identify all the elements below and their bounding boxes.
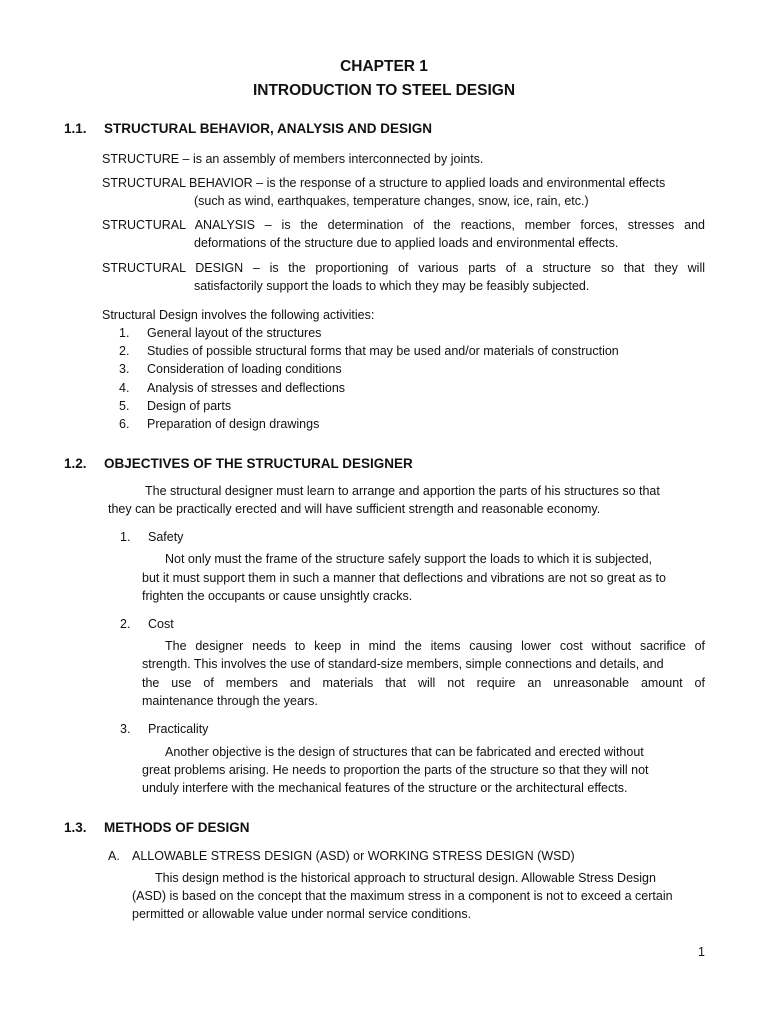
list-item: 3. Consideration of loading conditions (119, 362, 342, 376)
list-item: 1. General layout of the structures (119, 326, 322, 340)
section-heading-1-3: METHODS OF DESIGN (104, 820, 250, 835)
objective-practicality-line2: great problems arising. He needs to proportion the parts of the structure so that they will not (142, 763, 649, 777)
definition-design-line2: satisfactorily support the loads to which they may be feasibly subjected. (194, 279, 590, 293)
chapter-label: CHAPTER 1 (340, 58, 428, 75)
definition-behavior-line2: (such as wind, earthquakes, temperature changes, snow, ice, rain, etc.) (194, 194, 589, 208)
method-line2: (ASD) is based on the concept that the maximum stress in a component is not to exceed a certain (132, 889, 673, 903)
objective-cost-line3: the use of members and materials that will not require an unreasonable amount of (142, 676, 705, 690)
list-item: 4. Analysis of stresses and deflections (119, 381, 346, 395)
definition-design-line1: STRUCTURAL DESIGN – is the proportioning of various parts of a structure so that they will (102, 261, 705, 275)
objectives-intro-line1: The structural designer must learn to arrange and apportion the parts of his structures so that (145, 484, 660, 498)
section-heading-1-2: OBJECTIVES OF THE STRUCTURAL DESIGNER (104, 456, 413, 471)
definition-analysis-line2: deformations of the structure due to applied loads and environmental effects. (194, 236, 619, 250)
activities-intro: Structural Design involves the following activities: (102, 308, 375, 322)
method-line1: This design method is the historical approach to structural design. Allowable Stress Design (155, 871, 656, 885)
objective-practicality-line3: unduly interfere with the mechanical features of the structure or the architectural effects. (142, 781, 628, 795)
section-number-1-2: 1.2. (64, 456, 87, 471)
objective-cost-line1: The designer needs to keep in mind the items causing lower cost without sacrifice of (165, 639, 705, 653)
objective-title-safety: 1. Safety (120, 530, 184, 544)
list-item: 2. Studies of possible structural forms that may be used and/or materials of construction (119, 344, 619, 358)
objective-cost-line2: strength. This involves the use of standard-size members, simple connections and details, and (142, 657, 664, 671)
method-line3: permitted or allowable value under normal service conditions. (132, 907, 472, 921)
definition-behavior-line1: STRUCTURAL BEHAVIOR – is the response of a structure to applied loads and environmental effects (102, 176, 666, 190)
list-item: 6. Preparation of design drawings (119, 417, 320, 431)
objectives-intro-line2: they can be practically erected and will have sufficient strength and reasonable economy. (108, 502, 601, 516)
objective-title-cost: 2. Cost (120, 617, 174, 631)
method-title-asd: ALLOWABLE STRESS DESIGN (ASD) or WORKING STRESS DESIGN (WSD) (132, 849, 575, 863)
section-heading-1-1: STRUCTURAL BEHAVIOR, ANALYSIS AND DESIGN (104, 121, 433, 136)
definition-structure: STRUCTURE – is an assembly of members interconnected by joints. (102, 152, 484, 166)
objective-safety-line1: Not only must the frame of the structure safely support the loads to which it is subjected, (165, 552, 653, 566)
objective-practicality-line1: Another objective is the design of structures that can be fabricated and erected without (165, 745, 644, 759)
list-item: 5. Design of parts (119, 399, 232, 413)
objective-cost-line4: maintenance through the years. (142, 694, 318, 708)
method-letter-a: A. (108, 849, 120, 863)
definition-analysis-line1: STRUCTURAL ANALYSIS – is the determination of the reactions, member forces, stresses and (102, 218, 705, 232)
chapter-title: INTRODUCTION TO STEEL DESIGN (252, 82, 516, 99)
page-number: 1 (698, 945, 705, 959)
objective-title-practicality: 3. Practicality (120, 722, 209, 736)
section-number-1-1: 1.1. (64, 121, 87, 136)
objective-safety-line3: frighten the occupants or cause unsightly cracks. (142, 589, 413, 603)
section-number-1-3: 1.3. (64, 820, 87, 835)
objective-safety-line2: but it must support them in such a manner that deflections and vibrations are not so great as to (142, 571, 666, 585)
